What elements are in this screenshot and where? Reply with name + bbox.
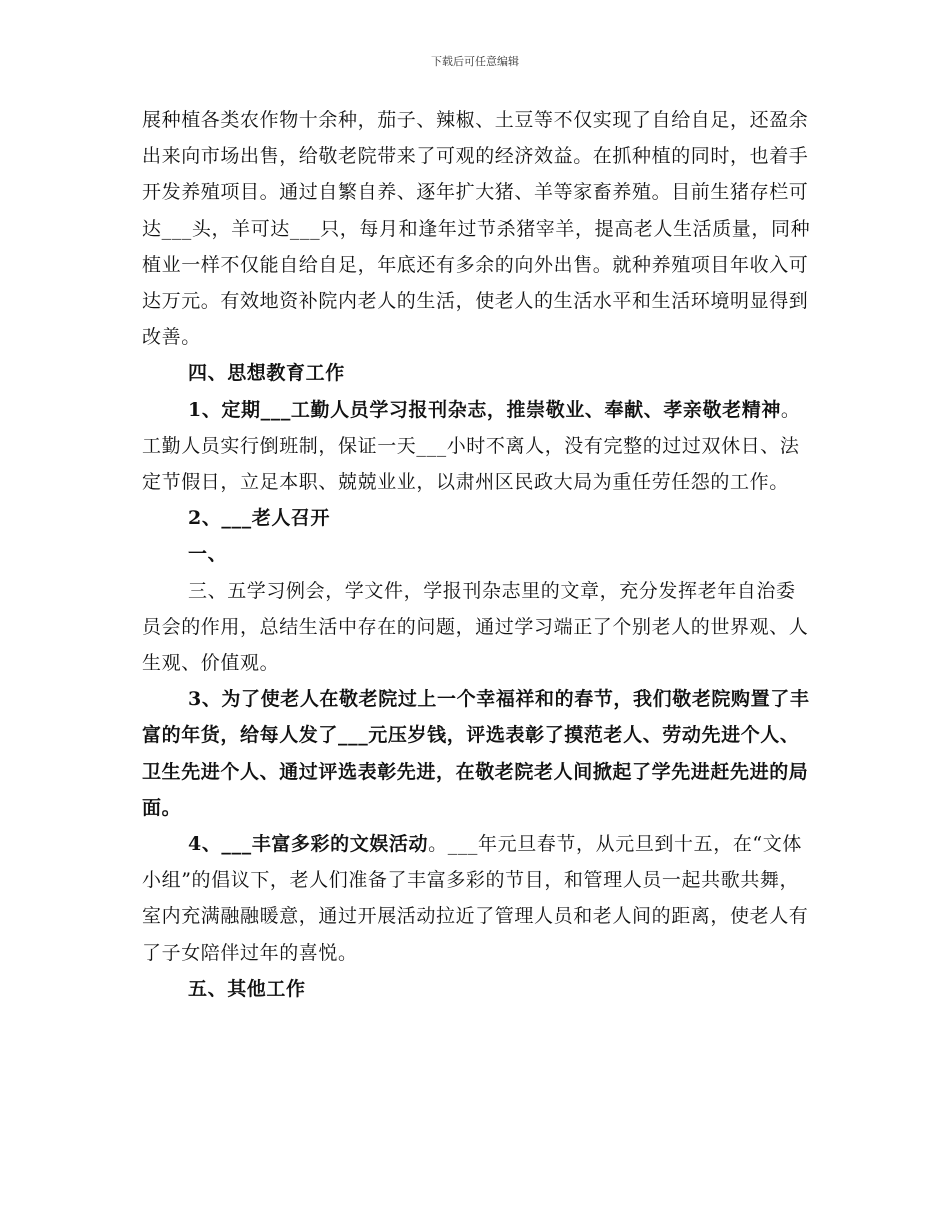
item-1-lead: 1、定期___工勤人员学习报刊杂志，推崇敬业、奉献、孝亲敬老精神 [188, 398, 781, 421]
paragraph-item-2-cont: 一、 [188, 543, 228, 566]
section-heading-5: 五、其他工作 [188, 977, 306, 1000]
paragraph-item-3: 3、为了使老人在敬老院过上一个幸福祥和的春节，我们敬老院购置了丰富的年货，给每人发了___元压岁钱，评选表彰了摸范老人、劳动先进个人、卫生先进个人、通过评选表彰先进，在敬老院老人间掀起了学先进赶先进的局面。 [142, 688, 810, 819]
item-4-lead: 4、___丰富多彩的文娱活动 [188, 833, 429, 856]
paragraph-study-meeting: 三、五学习例会，学文件，学报刊杂志里的文章，充分发挥老年自治委员会的作用，总结生活中存在的问题，通过学习端正了个别老人的世界观、人生观、价值观。 [142, 579, 809, 675]
paragraph-planting: 展种植各类农作物十余种，茄子、辣椒、土豆等不仅实现了自给自足，还盈余出来向市场出售，给敬老院带来了可观的经济效益。在抓种植的同时，也着手开发养殖项目。通过自繁自养、逐年扩大猪、羊等家畜养殖。目前生猪存栏可达___头，羊可达___只，每月和逢年过节杀猪宰羊，提高老人生活质量，同种植业一样不仅能自给自足，年底还有多余的向外出售。就种养殖项目年收入可达万元。有效地资补院内老人的生活，使老人的生活水平和生活环境明显得到改善。 [142, 109, 811, 349]
item-4-body: 。___年元旦春节，从元旦到十五，在“文体小组”的倡议下，老人们准备了丰富多彩的节目，和管理人员一起共歌共舞，室内充满融融暖意，通过开展活动拉近了管理人员和老人间的距离，使老人有了子女陪伴过年的喜悦。 [142, 833, 809, 964]
paragraph-item-1 [142, 392, 812, 501]
document-body [142, 102, 812, 1007]
paragraph-item-4 [142, 826, 812, 971]
item-1-body: 。工勤人员实行倒班制，保证一天___小时不离人，没有完整的过过双休日、法定节假日，立足本职、兢兢业业，以肃州区民政大局为重任劳任怨的工作。 [142, 398, 801, 494]
section-heading-4: 四、思想教育工作 [188, 362, 345, 385]
page-header: 下载后可任意编辑 [431, 55, 519, 68]
paragraph-item-2: 2、___老人召开 [188, 507, 331, 530]
